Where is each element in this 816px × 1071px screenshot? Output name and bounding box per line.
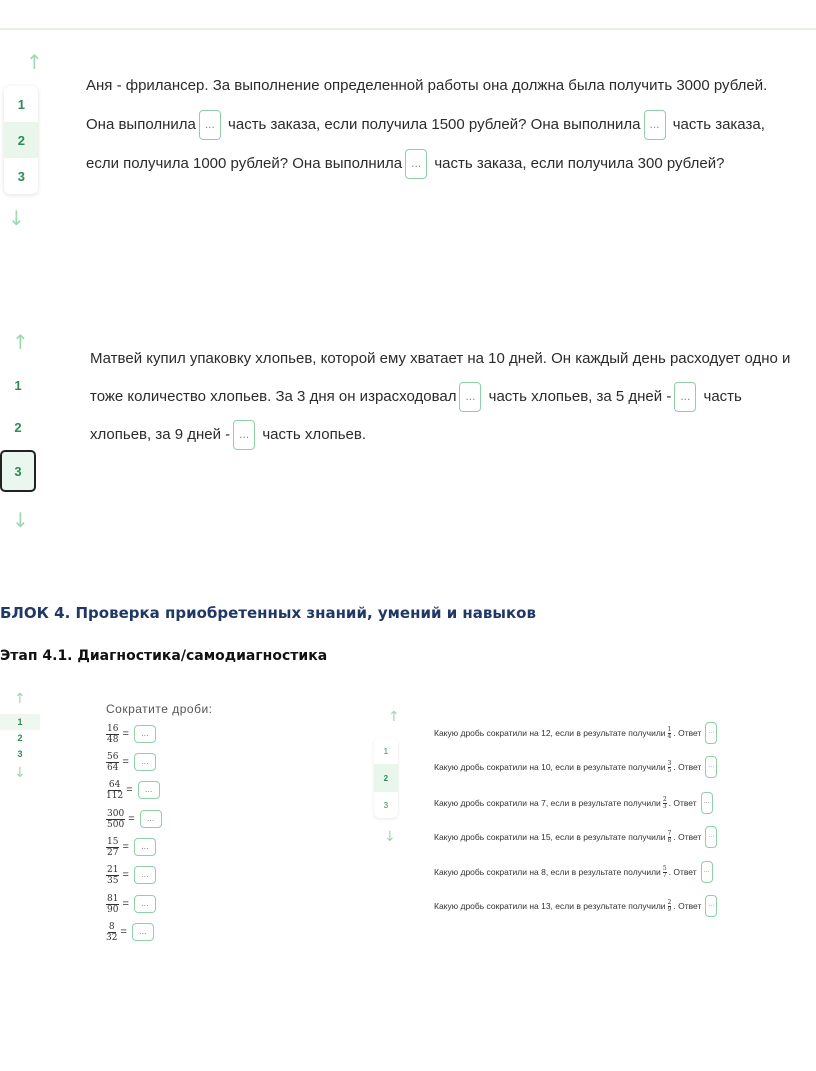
step-2-button[interactable]: 2 bbox=[17, 733, 23, 743]
question-suffix: . Ответ bbox=[673, 901, 702, 911]
answer-input[interactable]: ... bbox=[134, 725, 156, 743]
answer-input[interactable]: ... bbox=[134, 838, 156, 856]
question-suffix: . Ответ bbox=[673, 832, 702, 842]
down-arrow-icon[interactable]: ↓ bbox=[384, 829, 396, 845]
question-row bbox=[434, 860, 713, 884]
task2-text-part: часть хлопьев, за 9 дней - bbox=[90, 388, 742, 443]
fraction: $\frac{81}{90}$ bbox=[107, 893, 119, 915]
step-3-button[interactable]: 3 bbox=[17, 749, 23, 759]
task4-step-nav bbox=[372, 710, 400, 844]
answer-input[interactable]: ... bbox=[233, 420, 255, 450]
task1-text-part: Аня - фрилансер. За выполнение определенной работы она должна была получить 3000 рублей. Она выполнила bbox=[86, 77, 768, 133]
question-row bbox=[434, 755, 717, 779]
fractions-title: Сократите дроби: bbox=[106, 702, 213, 716]
step-2-button[interactable]: 2 bbox=[14, 419, 22, 435]
answer-input[interactable]: ... bbox=[134, 866, 156, 884]
task1-paragraph bbox=[86, 66, 798, 183]
task2-text-part: Матвей купил упаковку хлопьев, которой ему хватает на 10 дней. Он каждый день расходует одно и тоже количество bbox=[90, 350, 791, 405]
answer-input[interactable]: ... bbox=[140, 810, 162, 828]
fraction: $\frac{56}{64}$ bbox=[107, 751, 119, 773]
answer-input[interactable]: ... bbox=[701, 861, 713, 883]
answer-input[interactable]: ... bbox=[405, 149, 427, 179]
up-arrow-icon[interactable]: ↑ bbox=[12, 330, 29, 354]
equals-sign: = bbox=[122, 756, 129, 768]
task1-text-part: выполнила bbox=[324, 155, 403, 172]
answer-input[interactable]: ... bbox=[705, 722, 717, 744]
answer-input[interactable]: ... bbox=[459, 382, 481, 412]
fraction-row bbox=[106, 920, 154, 944]
task2-step-nav bbox=[0, 332, 36, 530]
task1-text-part: часть заказа, если получила 1000 рублей? Она bbox=[86, 116, 765, 172]
step-1-button[interactable]: 1 bbox=[14, 377, 22, 393]
question-text: Какую дробь сократили на 12, если в результате получили bbox=[434, 728, 666, 738]
answer-input[interactable]: ... bbox=[134, 753, 156, 771]
equals-sign: = bbox=[122, 841, 129, 853]
equals-sign: = bbox=[122, 728, 129, 740]
fraction: 1 4 bbox=[667, 725, 672, 740]
fraction: $\frac{15}{27}$ bbox=[107, 836, 119, 858]
task2-text-part: хлопьев. За 3 дня он израсходовал bbox=[210, 388, 457, 405]
fraction-row bbox=[106, 778, 160, 802]
answer-input[interactable]: ... bbox=[705, 895, 717, 917]
question-suffix: . Ответ bbox=[668, 867, 697, 877]
question-row bbox=[434, 791, 713, 815]
answer-input[interactable]: ... bbox=[199, 110, 221, 140]
answer-input[interactable]: ... bbox=[644, 110, 666, 140]
task2-text-part: часть хлопьев, за 5 дней - bbox=[488, 388, 672, 405]
down-arrow-icon[interactable]: ↓ bbox=[8, 206, 25, 230]
step-2-button[interactable]: 2 bbox=[374, 764, 398, 792]
question-text: Какую дробь сократили на 10, если в результате получили bbox=[434, 762, 666, 772]
fraction: $\frac{21}{35}$ bbox=[107, 864, 119, 886]
answer-input[interactable]: ... bbox=[138, 781, 160, 799]
answer-input[interactable]: ... bbox=[705, 756, 717, 778]
step-2-button[interactable]: 2 bbox=[4, 122, 38, 158]
answer-input[interactable]: ... bbox=[701, 792, 713, 814]
question-text: Какую дробь сократили на 8, если в результате получили bbox=[434, 867, 661, 877]
fraction-row bbox=[106, 835, 156, 859]
task1-text-part: часть заказа, если получила 1500 рублей? Она выполнила bbox=[228, 116, 641, 133]
fraction: $\frac{16}{48}$ bbox=[107, 723, 119, 745]
answer-input[interactable]: ... bbox=[134, 895, 156, 913]
question-text: Какую дробь сократили на 7, если в результате получили bbox=[434, 798, 661, 808]
step-3-button[interactable]: 3 bbox=[0, 450, 36, 492]
fraction: $\frac{300}{500}$ bbox=[107, 808, 125, 830]
up-arrow-icon[interactable]: ↑ bbox=[388, 709, 400, 725]
step-1-button[interactable]: 1 bbox=[0, 714, 40, 730]
equals-sign: = bbox=[120, 926, 127, 938]
up-arrow-icon[interactable]: ↑ bbox=[14, 691, 26, 707]
question-text: Какую дробь сократили на 15, если в результате получили bbox=[434, 832, 666, 842]
equals-sign: = bbox=[122, 898, 129, 910]
stage-heading: Этап 4.1. Диагностика/самодиагностика bbox=[0, 648, 328, 664]
question-text: Какую дробь сократили на 13, если в результате получили bbox=[434, 901, 666, 911]
down-arrow-icon[interactable]: ↓ bbox=[14, 765, 26, 781]
task1-text bbox=[86, 66, 798, 183]
answer-input[interactable]: ... bbox=[132, 923, 154, 941]
fraction: $\frac{64}{112}$ bbox=[106, 779, 124, 801]
fraction: 2 3 bbox=[662, 795, 667, 810]
fraction-row bbox=[106, 863, 156, 887]
step-1-button[interactable]: 1 bbox=[17, 96, 25, 112]
task1-text-part: часть заказа, если получила 300 рублей? bbox=[434, 155, 725, 172]
fraction: 7 8 bbox=[667, 829, 672, 844]
down-arrow-icon[interactable]: ↓ bbox=[12, 508, 29, 532]
task2-text-part: часть хлопьев. bbox=[262, 426, 367, 443]
question-suffix: . Ответ bbox=[668, 798, 697, 808]
question-row bbox=[434, 894, 717, 918]
question-suffix: . Ответ bbox=[673, 762, 702, 772]
fraction: 5 7 bbox=[662, 864, 667, 879]
answer-input[interactable]: ... bbox=[705, 826, 717, 848]
top-divider bbox=[0, 28, 816, 30]
equals-sign: = bbox=[126, 784, 133, 796]
task2-paragraph bbox=[90, 340, 802, 454]
task3-step-nav bbox=[0, 692, 40, 780]
question-suffix: . Ответ bbox=[673, 728, 702, 738]
answer-input[interactable]: ... bbox=[674, 382, 696, 412]
task2-text bbox=[90, 340, 802, 454]
fraction-row bbox=[106, 892, 156, 916]
task1-step-nav bbox=[0, 52, 43, 228]
fraction: 2 9 bbox=[667, 898, 672, 913]
equals-sign: = bbox=[128, 813, 135, 825]
question-row bbox=[434, 825, 717, 849]
block-heading: БЛОК 4. Проверка приобретенных знаний, умений и навыков bbox=[0, 604, 536, 622]
step-1-button[interactable]: 1 bbox=[383, 746, 389, 756]
up-arrow-icon[interactable]: ↑ bbox=[26, 50, 43, 74]
fraction: 3 5 bbox=[667, 759, 672, 774]
step-3-button[interactable]: 3 bbox=[383, 800, 389, 810]
fraction: $\frac{8}{32}$ bbox=[106, 921, 118, 943]
step-3-button[interactable]: 3 bbox=[17, 168, 25, 184]
equals-sign: = bbox=[122, 869, 129, 881]
fraction-row bbox=[106, 807, 162, 831]
question-row bbox=[434, 721, 717, 745]
fraction-row bbox=[106, 750, 156, 774]
fraction-row bbox=[106, 722, 156, 746]
